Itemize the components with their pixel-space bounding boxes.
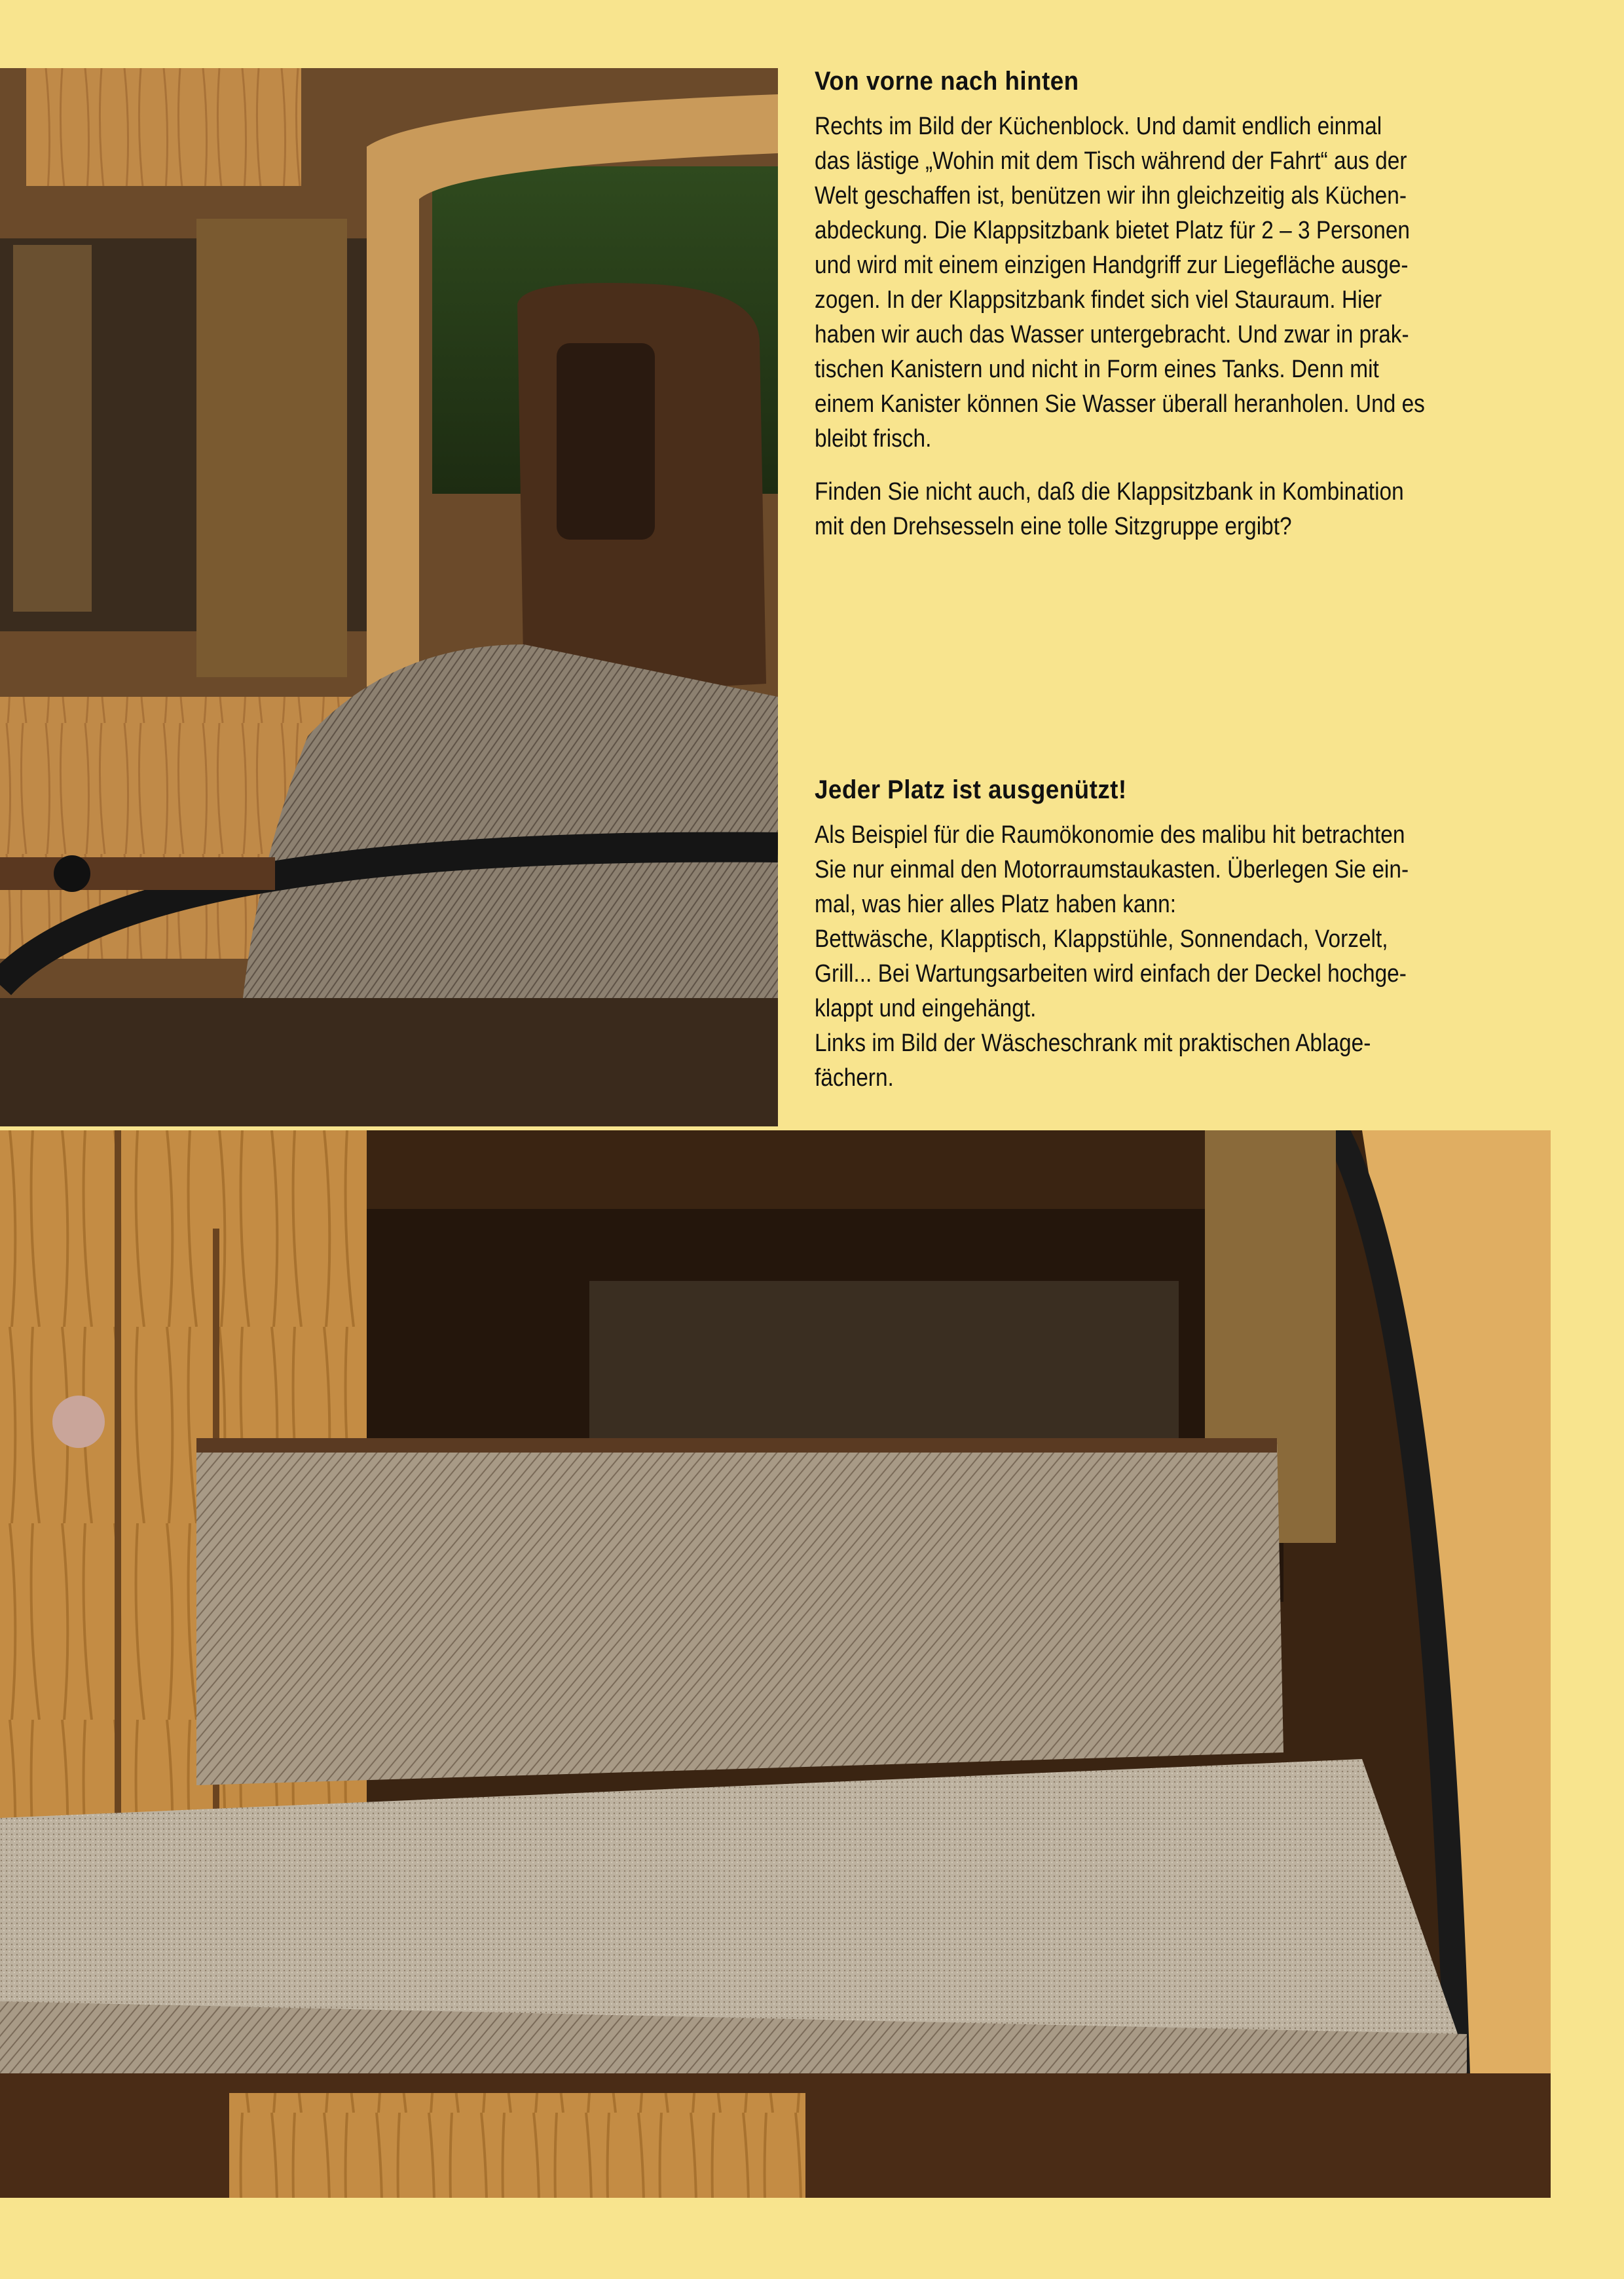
section-paragraph: Rechts im Bild der Küchenblock. Und damit endlich einmal das lästige „Wohin mit dem Tisch während der Fahrt“ aus der Welt geschaffen ist, benützen wir ihn gleichzeitig als Küchen- abdeckung. Die Klappsitzbank bietet Platz für 2 – 3 Personen und wird mit einem einzigen Handgriff zur Liegefläche ausge- zogen. In der Klappsitzbank findet sich viel Stauraum. Hier haben wir auch das Wasser untergebracht. Und zwar in prak- tischen Kanistern und nicht in Form eines Tanks. Denn mit einem Kanister können Sie Wasser überall heranholen. Und es bleibt frisch. bbox=[815, 113, 1425, 453]
section-heading: Von vorne nach hinten bbox=[815, 67, 1079, 96]
section-heading: Jeder Platz ist ausgenützt! bbox=[815, 775, 1127, 804]
section-front-to-back bbox=[815, 67, 1555, 563]
section-paragraph: Als Beispiel für die Raumökonomie des malibu hit betrachten Sie nur einmal den Motorraumstaukasten. Überlegen Sie ein- mal, was hier alles Platz haben kann: Bettwäsche, Klapptisch, Klappstühle, Sonnendach, Vorzelt, Grill... Bei Wartungsarbeiten wird einfach der Deckel hochge- klappt und eingehängt. Links im Bild der Wäscheschrank mit praktischen Ablage- fächern. bbox=[815, 821, 1409, 1092]
interior-front-photo bbox=[0, 68, 778, 1126]
section-paragraph: Finden Sie nicht auch, daß die Klappsitzbank in Kombination mit den Drehsesseln eine tolle Sitzgruppe ergibt? bbox=[815, 478, 1404, 540]
bench-seat-photo bbox=[0, 1130, 1551, 2198]
section-every-space-used bbox=[815, 775, 1555, 1114]
